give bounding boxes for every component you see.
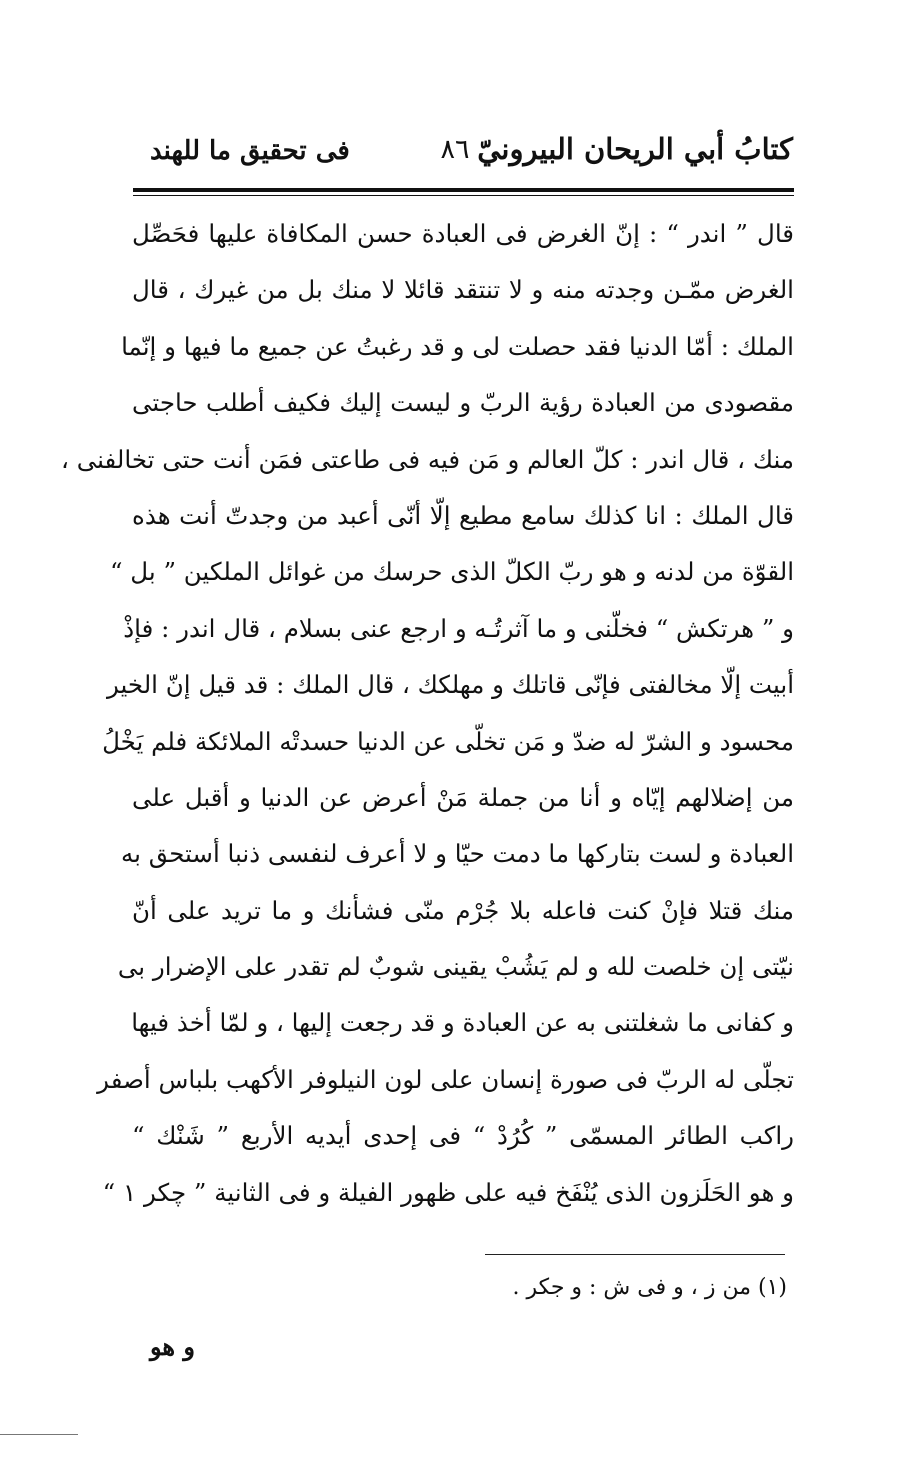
body-text: [61, 206, 794, 1221]
scan-edge-line: [0, 1434, 78, 1435]
text-line: محسود و الشرّ له ضدّ و مَن تخلّى عن الدنيا حسدتْه الملائكة فلم يَخْلُ: [102, 726, 794, 756]
text-line: قال ” اندر “ : إنّ الغرض فى العبادة حسن المكافاة عليها فحَصِّل: [132, 219, 794, 248]
text-line: نيّتى إن خلصت لله و لم يَشُبْ يقينى شوبٌ لم تقدر على الإضرار بى: [117, 952, 794, 982]
header-rule-thin: [133, 195, 794, 196]
text-line: و كفانى ما شغلتنى به عن العبادة و قد رجعت إليها ، و لمّا أخذ فيها: [131, 1008, 794, 1038]
text-line: العبادة و لست بتاركها ما دمت حيّا و لا أعرف لنفسى ذنبا أستحق به: [121, 839, 794, 869]
book-title: كتابُ أبي الريحان البيرونيّ: [477, 132, 793, 166]
page-number: ٨٦: [440, 134, 470, 165]
text-line: و ” هرتكش “ فخلّنى و ما آثرتُـه و ارجع عنى بسلام ، قال اندر : فإذْ: [123, 613, 794, 643]
text-line: القوّة من لدنه و هو ربّ الكلّ الذى حرسك من غوائل الملكين ” بل “: [109, 557, 794, 587]
text-line: منك قتلا فإنْ كنت فاعله بلا جُرْم منّى فشأنك و ما تريد على أنّ: [132, 895, 794, 925]
text-line: تجلّى له الربّ فى صورة إنسان على لون النيلوفر الأكهب بلباس أصفر: [97, 1064, 794, 1094]
footnote-rule: [485, 1254, 785, 1255]
text-line: قال الملك : انا كذلك سامع مطيع إلّا أنّى أعبد من وجدتّ أنت هذه: [132, 500, 794, 530]
footnote: (١) من ز ، و فى ش : و جكر .: [512, 1275, 787, 1300]
text-line: من إضلالهم إيّاه و أنا من جملة مَنْ أعرض عن الدنيا و أقبل على: [132, 782, 794, 812]
text-line: منك ، قال اندر : كلّ العالم و مَن فيه فى طاعتى فمَن أنت حتى تخالفنى ،: [61, 444, 794, 474]
text-line: الملك : أمّا الدنيا فقد حصلت لى و قد رغبتُ عن جميع ما فيها و إنّما: [121, 331, 794, 361]
text-line: و هو الحَلَزون الذى يُنْفَخ فيه على ظهور الفيلة و فى الثانية ” چكر ١ “: [102, 1177, 794, 1207]
text-line: راكب الطائر المسمّى ” كُرُدْ “ فى إحدى أيديه الأربع ” شَنْك “: [132, 1121, 794, 1151]
running-header: [128, 132, 793, 180]
text-line: مقصودى من العبادة رؤية الربّ و ليست إليك فكيف أطلب حاجتى: [132, 388, 794, 418]
catchword: و هو: [150, 1332, 195, 1361]
text-line: الغرض ممّـن وجدته منه و لا تنتقد قائلا لا منك بل من غيرك ، قال: [132, 275, 794, 305]
text-line: أبيت إلّا مخالفتى فإنّى قاتلك و مهلكك ، قال الملك : قد قيل إنّ الخير: [106, 670, 794, 700]
book-subject: فى تحقيق ما للهند: [150, 136, 350, 166]
header-rule-thick: [133, 188, 794, 192]
